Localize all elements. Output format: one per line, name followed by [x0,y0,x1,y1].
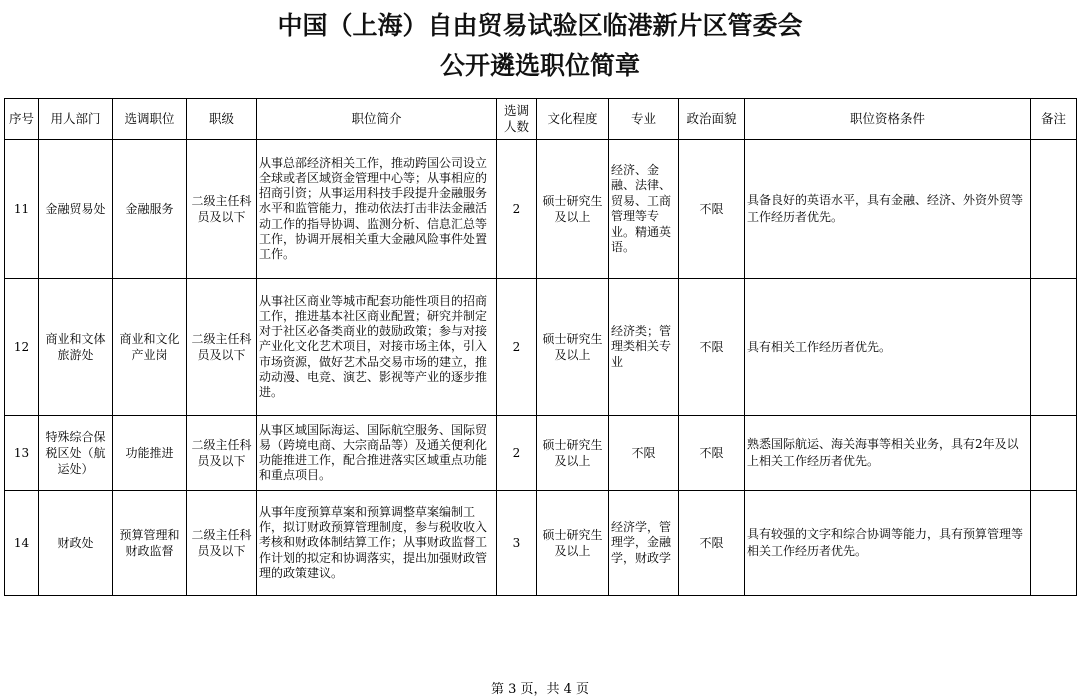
cell-major: 经济学，管理学，金融学，财政学 [609,491,679,596]
header-count: 选调人数 [497,99,537,140]
cell-dept: 财政处 [39,491,113,596]
cell-note [1031,491,1077,596]
cell-education: 硕士研究生及以上 [537,140,609,279]
cell-no: 14 [5,491,39,596]
cell-rank: 二级主任科员及以下 [187,279,257,416]
table-row [5,416,1077,491]
header-note: 备注 [1031,99,1077,140]
cell-no: 12 [5,279,39,416]
cell-dept: 金融贸易处 [39,140,113,279]
header-position: 选调职位 [113,99,187,140]
cell-education: 硕士研究生及以上 [537,491,609,596]
cell-count: 3 [497,491,537,596]
cell-political: 不限 [679,416,745,491]
cell-education: 硕士研究生及以上 [537,279,609,416]
cell-major: 经济类；管理类相关专业 [609,279,679,416]
header-no: 序号 [5,99,39,140]
document-subtitle: 公开遴选职位简章 [439,51,640,80]
cell-no: 11 [5,140,39,279]
header-requirements: 职位资格条件 [745,99,1031,140]
cell-no: 13 [5,416,39,491]
cell-note [1031,416,1077,491]
cell-position: 预算管理和财政监督 [113,491,187,596]
cell-note [1031,279,1077,416]
cell-political: 不限 [679,279,745,416]
header-intro: 职位简介 [257,99,497,140]
header-major: 专业 [609,99,679,140]
cell-dept: 商业和文体旅游处 [39,279,113,416]
cell-major: 不限 [609,416,679,491]
cell-requirements: 具有较强的文字和综合协调等能力，具有预算管理等相关工作经历者优先。 [745,491,1031,596]
cell-political: 不限 [679,140,745,279]
cell-position: 商业和文化产业岗 [113,279,187,416]
cell-intro: 从事区域国际海运、国际航空服务、国际贸易（跨境电商、大宗商品等）及通关便利化功能推进工作，配合推进落实区域重点功能和重点项目。 [257,416,497,491]
table-header-row [5,99,1077,140]
cell-count: 2 [497,279,537,416]
cell-major: 经济、金融、法律、贸易、工商管理等专业。精通英语。 [609,140,679,279]
cell-position: 功能推进 [113,416,187,491]
cell-requirements: 熟悉国际航运、海关海事等相关业务，具有2年及以上相关工作经历者优先。 [745,416,1031,491]
cell-note [1031,140,1077,279]
cell-requirements: 具备良好的英语水平，具有金融、经济、外资外贸等工作经历者优先。 [745,140,1031,279]
table-row [5,491,1077,596]
header-dept: 用人部门 [39,99,113,140]
table-row [5,140,1077,279]
document-title: 中国（上海）自由贸易试验区临港新片区管委会 [277,11,803,40]
page-number: 第 3 页，共 4 页 [490,682,590,697]
cell-rank: 二级主任科员及以下 [187,416,257,491]
cell-intro: 从事总部经济相关工作，推动跨国公司设立全球或者区域资金管理中心等；从事相应的招商引资；从事运用科技手段提升金融服务水平和监管能力，推动依法打击非法金融活动工作的指导协调、监测分析、信息汇总等工作，协调开展相关重大金融风险事件处置工作。 [257,140,497,279]
header-political: 政治面貌 [679,99,745,140]
cell-count: 2 [497,416,537,491]
cell-rank: 二级主任科员及以下 [187,491,257,596]
cell-dept: 特殊综合保税区处（航运处） [39,416,113,491]
cell-rank: 二级主任科员及以下 [187,140,257,279]
cell-requirements: 具有相关工作经历者优先。 [745,279,1031,416]
header-education: 文化程度 [537,99,609,140]
position-table [4,98,1077,596]
table-row [5,279,1077,416]
header-rank: 职级 [187,99,257,140]
cell-education: 硕士研究生及以上 [537,416,609,491]
cell-position: 金融服务 [113,140,187,279]
cell-intro: 从事年度预算草案和预算调整草案编制工作，拟订财政预算管理制度，参与税收收入考核和财政体制结算工作；从事财政监督工作计划的拟定和协调落实，提出加强财政管理的政策建议。 [257,491,497,596]
cell-intro: 从事社区商业等城市配套功能性项目的招商工作，推进基本社区商业配置；研究并制定对于社区必备类商业的鼓励政策；参与对接产业化文化艺术项目，对接市场主体，引入市场资源，做好艺术品交易市场的建立，推动动漫、电竞、演艺、影视等产业的逐步推进。 [257,279,497,416]
cell-political: 不限 [679,491,745,596]
cell-count: 2 [497,140,537,279]
